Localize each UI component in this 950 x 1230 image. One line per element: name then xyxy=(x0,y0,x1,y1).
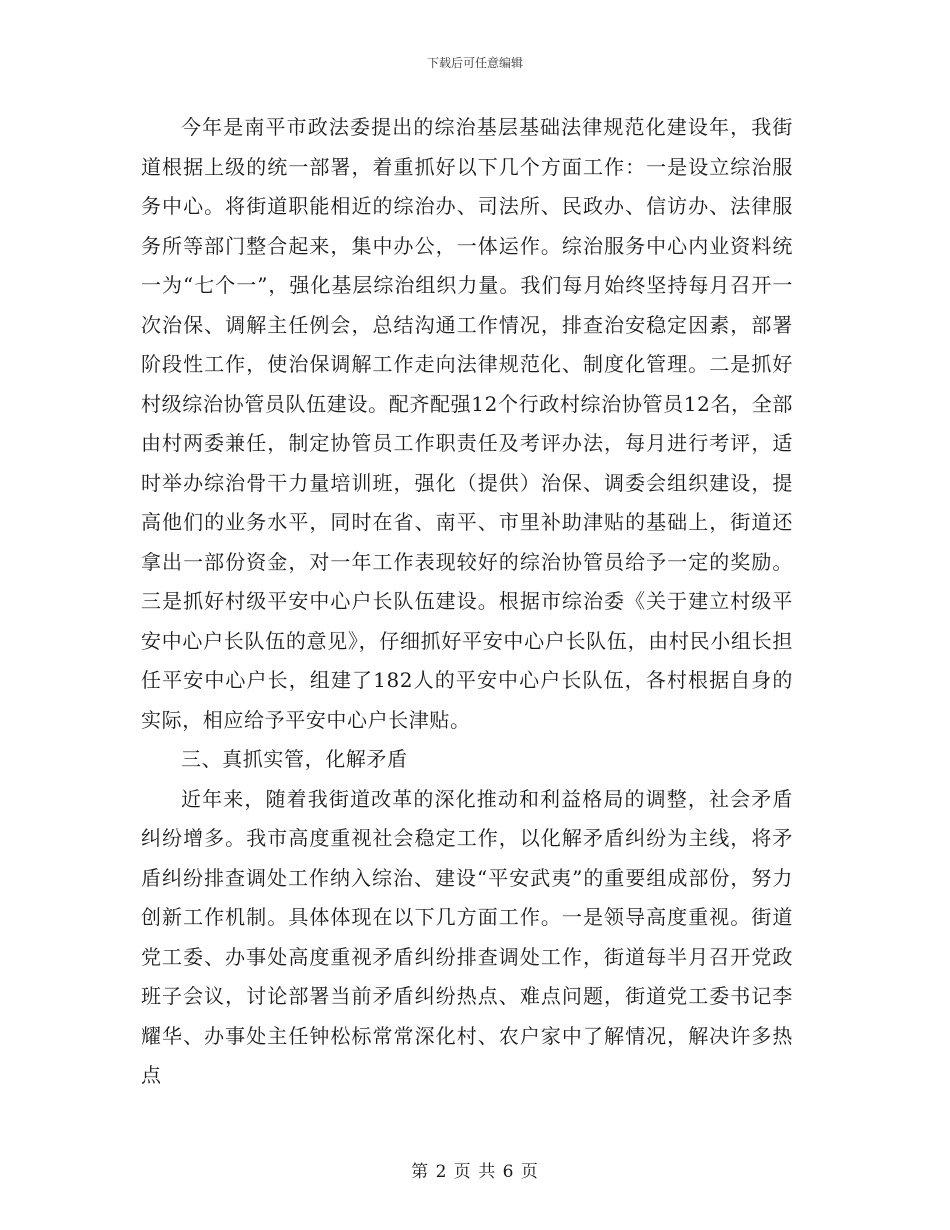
footer-suffix: 页 xyxy=(520,1162,539,1182)
paragraph-conflict-resolution: 近年来，随着我街道改革的深化推动和利益格局的调整，社会矛盾纠纷增多。我市高度重视社会稳定工作，以化解矛盾纠纷为主线，将矛盾纠纷排查调处工作纳入综治、建设“平安武夷”的重要组成部份，努力创新工作机制。具体体现在以下几方面工作。一是领导高度重视。街道党工委、办事处高度重视矛盾纠纷排查调处工作，街道每半月召开党政班子会议，讨论部署当前矛盾纠纷热点、难点问题，街道党工委书记李耀华、办事处主任钟松标常常深化村、农户家中了解情况，解决许多热点 xyxy=(141,786,793,1087)
page-footer xyxy=(0,1157,950,1182)
footer-total-pages: 6 xyxy=(502,1162,515,1182)
header-note: 下载后可任意编辑 xyxy=(426,56,523,70)
section-heading: 三、真抓实管，化解矛盾 xyxy=(181,747,408,771)
paragraph-work-summary: 今年是南平市政法委提出的综治基层基础法律规范化建设年，我街道根据上级的统一部署，着重抓好以下几个方面工作：一是设立综治服务中心。将街道职能相近的综治办、司法所、民政办、信访办、法律服务所等部门整合起来，集中办公，一体运作。综治服务中心内业资料统一为“七个一”，强化基层综治组织力量。我们每月始终坚持每月召开一次治保、调解主任例会，总结沟通工作情况，排查治安稳定因素，部署阶段性工作，使治保调解工作走向法律规范化、制度化管理。二是抓好村级综治协管员队伍建设。配齐配强12个行政村综治协管员12名，全部由村两委兼任，制定协管员工作职责任及考评办法，每月进行考评，适时举办综治骨干力量培训班，强化（提供）治保、调委会组织建设，提高他们的业务水平，同时在省、南平、市里补助津贴的基础上，街道还拿出一部份资金，对一年工作表现较好的综治协管员给予一定的奖励。三是抓好村级平安中心户长队伍建设。根据市综治委《关于建立村级平安中心户长队伍的意见》，仔细抓好平安中心户长队伍，由村民小组长担任平安中心户长，组建了182人的平安中心户长队伍，各村根据自身的实际，相应给予平安中心户长津贴。 xyxy=(141,115,793,732)
body-text xyxy=(141,108,793,1096)
footer-page-number: 2 xyxy=(435,1162,448,1182)
footer-prefix: 第 xyxy=(411,1162,430,1182)
footer-middle: 页 共 xyxy=(453,1162,497,1182)
